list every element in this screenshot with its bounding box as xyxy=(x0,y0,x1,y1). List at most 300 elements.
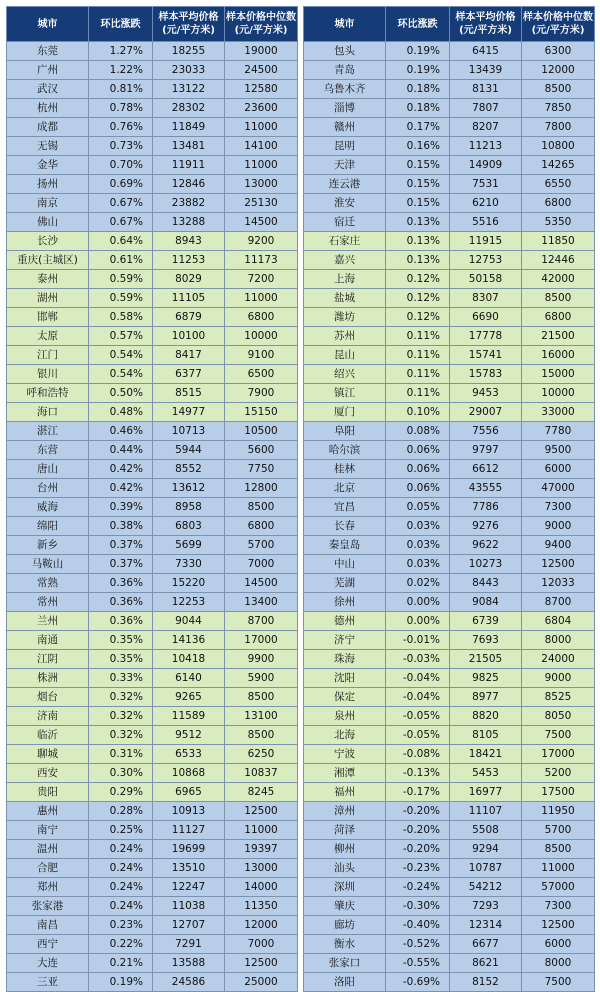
table-cell-average-price: 8977 xyxy=(450,688,522,707)
left-table-body xyxy=(7,42,298,992)
table-row xyxy=(7,821,298,840)
table-cell-city: 佛山 xyxy=(7,213,89,232)
table-cell-city: 石家庄 xyxy=(304,232,386,251)
table-cell-median-price: 11000 xyxy=(225,118,298,137)
header-median-price: 样本价格中位数 (元/平方米) xyxy=(522,7,595,42)
table-cell-average-price: 6210 xyxy=(450,194,522,213)
table-cell-change: -0.05% xyxy=(386,726,450,745)
table-cell-city: 盐城 xyxy=(304,289,386,308)
table-cell-change: -0.20% xyxy=(386,821,450,840)
table-cell-change: 0.12% xyxy=(386,270,450,289)
table-cell-median-price: 13000 xyxy=(225,859,298,878)
table-cell-change: 0.12% xyxy=(386,289,450,308)
table-cell-average-price: 10913 xyxy=(153,802,225,821)
table-cell-average-price: 11105 xyxy=(153,289,225,308)
table-cell-median-price: 14500 xyxy=(225,213,298,232)
table-cell-median-price: 5700 xyxy=(225,536,298,555)
table-cell-median-price: 12000 xyxy=(522,61,595,80)
table-cell-city: 金华 xyxy=(7,156,89,175)
table-cell-change: 0.17% xyxy=(386,118,450,137)
table-cell-change: 0.48% xyxy=(89,403,153,422)
table-cell-average-price: 14977 xyxy=(153,403,225,422)
table-cell-city: 烟台 xyxy=(7,688,89,707)
table-cell-median-price: 13100 xyxy=(225,707,298,726)
table-cell-median-price: 7500 xyxy=(522,726,595,745)
table-cell-city: 南京 xyxy=(7,194,89,213)
table-cell-average-price: 10418 xyxy=(153,650,225,669)
table-cell-median-price: 9100 xyxy=(225,346,298,365)
table-cell-change: 0.13% xyxy=(386,213,450,232)
table-cell-median-price: 11000 xyxy=(225,156,298,175)
table-cell-change: 0.19% xyxy=(386,61,450,80)
table-row xyxy=(304,935,595,954)
table-cell-average-price: 5508 xyxy=(450,821,522,840)
table-cell-change: 0.30% xyxy=(89,764,153,783)
table-cell-average-price: 6612 xyxy=(450,460,522,479)
table-cell-average-price: 14909 xyxy=(450,156,522,175)
table-row xyxy=(304,232,595,251)
table-cell-average-price: 12253 xyxy=(153,593,225,612)
table-cell-city: 福州 xyxy=(304,783,386,802)
table-cell-average-price: 8152 xyxy=(450,973,522,992)
table-cell-change: 0.54% xyxy=(89,365,153,384)
table-cell-median-price: 14000 xyxy=(225,878,298,897)
table-cell-city: 成都 xyxy=(7,118,89,137)
table-row xyxy=(304,688,595,707)
table-cell-city: 威海 xyxy=(7,498,89,517)
table-cell-median-price: 5900 xyxy=(225,669,298,688)
table-cell-change: 0.67% xyxy=(89,213,153,232)
table-cell-city: 株洲 xyxy=(7,669,89,688)
table-cell-city: 厦门 xyxy=(304,403,386,422)
table-cell-change: 0.46% xyxy=(89,422,153,441)
table-cell-median-price: 10000 xyxy=(522,384,595,403)
table-row xyxy=(7,365,298,384)
table-cell-change: 0.70% xyxy=(89,156,153,175)
table-row xyxy=(304,441,595,460)
table-cell-city: 淮安 xyxy=(304,194,386,213)
table-row xyxy=(7,251,298,270)
table-cell-median-price: 15150 xyxy=(225,403,298,422)
table-cell-average-price: 13612 xyxy=(153,479,225,498)
table-row xyxy=(304,536,595,555)
table-row xyxy=(304,384,595,403)
table-cell-change: 0.15% xyxy=(386,175,450,194)
table-cell-average-price: 8621 xyxy=(450,954,522,973)
table-cell-city: 长沙 xyxy=(7,232,89,251)
table-cell-average-price: 12707 xyxy=(153,916,225,935)
table-row xyxy=(7,175,298,194)
table-cell-city: 柳州 xyxy=(304,840,386,859)
table-cell-average-price: 8417 xyxy=(153,346,225,365)
table-cell-median-price: 6500 xyxy=(225,365,298,384)
table-row xyxy=(7,745,298,764)
table-cell-city: 聊城 xyxy=(7,745,89,764)
table-cell-average-price: 11589 xyxy=(153,707,225,726)
table-cell-change: 0.23% xyxy=(89,916,153,935)
table-cell-average-price: 13481 xyxy=(153,137,225,156)
table-row xyxy=(304,916,595,935)
table-cell-average-price: 7291 xyxy=(153,935,225,954)
table-cell-city: 菏泽 xyxy=(304,821,386,840)
table-cell-change: 0.58% xyxy=(89,308,153,327)
table-cell-city: 连云港 xyxy=(304,175,386,194)
table-row xyxy=(7,669,298,688)
table-cell-city: 宁波 xyxy=(304,745,386,764)
table-cell-city: 阜阳 xyxy=(304,422,386,441)
table-cell-change: -0.04% xyxy=(386,669,450,688)
table-cell-city: 唐山 xyxy=(7,460,89,479)
table-row xyxy=(304,707,595,726)
table-cell-median-price: 10837 xyxy=(225,764,298,783)
table-cell-change: 0.57% xyxy=(89,327,153,346)
table-cell-median-price: 11350 xyxy=(225,897,298,916)
table-row xyxy=(7,935,298,954)
table-cell-average-price: 6533 xyxy=(153,745,225,764)
table-cell-city: 银川 xyxy=(7,365,89,384)
table-row xyxy=(304,327,595,346)
table-cell-median-price: 8500 xyxy=(225,688,298,707)
table-cell-city: 北京 xyxy=(304,479,386,498)
table-cell-median-price: 9500 xyxy=(522,441,595,460)
table-cell-city: 马鞍山 xyxy=(7,555,89,574)
table-cell-city: 绍兴 xyxy=(304,365,386,384)
table-cell-median-price: 25130 xyxy=(225,194,298,213)
table-cell-average-price: 8443 xyxy=(450,574,522,593)
table-cell-city: 新乡 xyxy=(7,536,89,555)
table-row xyxy=(304,365,595,384)
table-cell-average-price: 5944 xyxy=(153,441,225,460)
table-cell-change: -0.08% xyxy=(386,745,450,764)
table-cell-city: 德州 xyxy=(304,612,386,631)
table-cell-average-price: 11038 xyxy=(153,897,225,916)
table-cell-average-price: 10868 xyxy=(153,764,225,783)
table-row xyxy=(304,555,595,574)
table-cell-median-price: 8700 xyxy=(522,593,595,612)
table-cell-city: 张家口 xyxy=(304,954,386,973)
table-cell-average-price: 6140 xyxy=(153,669,225,688)
table-cell-median-price: 12580 xyxy=(225,80,298,99)
table-cell-median-price: 7200 xyxy=(225,270,298,289)
table-row xyxy=(7,460,298,479)
table-row xyxy=(304,156,595,175)
table-cell-city: 南宁 xyxy=(7,821,89,840)
table-cell-median-price: 7800 xyxy=(522,118,595,137)
table-cell-change: 0.24% xyxy=(89,840,153,859)
table-cell-median-price: 15000 xyxy=(522,365,595,384)
table-cell-change: 0.37% xyxy=(89,555,153,574)
table-row xyxy=(304,764,595,783)
table-cell-average-price: 6677 xyxy=(450,935,522,954)
table-cell-change: 0.39% xyxy=(89,498,153,517)
table-cell-city: 哈尔滨 xyxy=(304,441,386,460)
table-cell-median-price: 6000 xyxy=(522,935,595,954)
table-cell-change: -0.52% xyxy=(386,935,450,954)
table-cell-change: 0.32% xyxy=(89,726,153,745)
table-cell-median-price: 10800 xyxy=(522,137,595,156)
table-cell-median-price: 12446 xyxy=(522,251,595,270)
table-cell-median-price: 8500 xyxy=(522,289,595,308)
table-cell-city: 保定 xyxy=(304,688,386,707)
table-cell-median-price: 5600 xyxy=(225,441,298,460)
table-cell-median-price: 16000 xyxy=(522,346,595,365)
table-cell-city: 呼和浩特 xyxy=(7,384,89,403)
table-cell-change: 0.13% xyxy=(386,232,450,251)
table-row xyxy=(7,42,298,61)
table-row xyxy=(7,327,298,346)
table-row xyxy=(7,726,298,745)
table-row xyxy=(7,194,298,213)
table-cell-city: 南通 xyxy=(7,631,89,650)
table-cell-average-price: 6879 xyxy=(153,308,225,327)
table-cell-average-price: 12314 xyxy=(450,916,522,935)
table-row xyxy=(304,460,595,479)
table-row xyxy=(304,840,595,859)
table-cell-change: 0.16% xyxy=(386,137,450,156)
table-row xyxy=(7,270,298,289)
table-row xyxy=(304,42,595,61)
table-cell-average-price: 11127 xyxy=(153,821,225,840)
table-cell-city: 衡水 xyxy=(304,935,386,954)
table-cell-change: 0.35% xyxy=(89,631,153,650)
table-cell-change: 0.10% xyxy=(386,403,450,422)
table-cell-median-price: 25000 xyxy=(225,973,298,992)
table-cell-change: 0.36% xyxy=(89,612,153,631)
table-cell-average-price: 23033 xyxy=(153,61,225,80)
table-cell-average-price: 50158 xyxy=(450,270,522,289)
table-cell-city: 太原 xyxy=(7,327,89,346)
table-cell-city: 昆明 xyxy=(304,137,386,156)
table-cell-average-price: 8307 xyxy=(450,289,522,308)
table-row xyxy=(7,574,298,593)
table-cell-city: 芜湖 xyxy=(304,574,386,593)
table-cell-median-price: 12500 xyxy=(225,802,298,821)
table-cell-change: 0.06% xyxy=(386,460,450,479)
table-cell-change: 0.12% xyxy=(386,308,450,327)
table-cell-median-price: 8050 xyxy=(522,707,595,726)
table-cell-median-price: 8500 xyxy=(225,726,298,745)
table-cell-median-price: 12500 xyxy=(225,954,298,973)
table-cell-change: 0.32% xyxy=(89,688,153,707)
table-cell-change: -0.69% xyxy=(386,973,450,992)
table-cell-median-price: 8000 xyxy=(522,631,595,650)
table-cell-change: 0.03% xyxy=(386,555,450,574)
table-row xyxy=(304,270,595,289)
table-cell-city: 东莞 xyxy=(7,42,89,61)
table-row xyxy=(7,897,298,916)
table-cell-change: 0.00% xyxy=(386,593,450,612)
table-cell-city: 湛江 xyxy=(7,422,89,441)
table-cell-city: 东营 xyxy=(7,441,89,460)
table-cell-change: 0.02% xyxy=(386,574,450,593)
table-cell-average-price: 11911 xyxy=(153,156,225,175)
table-cell-average-price: 8820 xyxy=(450,707,522,726)
table-cell-average-price: 8552 xyxy=(153,460,225,479)
table-cell-average-price: 10273 xyxy=(450,555,522,574)
table-cell-change: 0.19% xyxy=(89,973,153,992)
table-cell-average-price: 29007 xyxy=(450,403,522,422)
table-cell-city: 兰州 xyxy=(7,612,89,631)
table-cell-city: 沈阳 xyxy=(304,669,386,688)
table-cell-median-price: 23600 xyxy=(225,99,298,118)
table-cell-median-price: 11850 xyxy=(522,232,595,251)
table-row xyxy=(7,764,298,783)
table-cell-average-price: 18421 xyxy=(450,745,522,764)
table-row xyxy=(7,156,298,175)
table-row xyxy=(7,650,298,669)
table-cell-city: 北海 xyxy=(304,726,386,745)
table-row xyxy=(304,308,595,327)
table-cell-median-price: 8500 xyxy=(522,80,595,99)
table-cell-median-price: 13400 xyxy=(225,593,298,612)
table-cell-median-price: 6000 xyxy=(522,460,595,479)
table-cell-city: 徐州 xyxy=(304,593,386,612)
table-cell-median-price: 57000 xyxy=(522,878,595,897)
header-average-price: 样本平均价格 (元/平方米) xyxy=(450,7,522,42)
table-cell-change: 0.44% xyxy=(89,441,153,460)
table-row xyxy=(7,61,298,80)
table-row xyxy=(7,80,298,99)
table-row xyxy=(7,384,298,403)
table-cell-median-price: 10000 xyxy=(225,327,298,346)
table-cell-change: 0.81% xyxy=(89,80,153,99)
table-cell-median-price: 14265 xyxy=(522,156,595,175)
table-cell-average-price: 18255 xyxy=(153,42,225,61)
table-cell-change: 0.18% xyxy=(386,80,450,99)
table-cell-median-price: 9000 xyxy=(522,517,595,536)
table-cell-change: 0.36% xyxy=(89,574,153,593)
table-cell-change: 0.50% xyxy=(89,384,153,403)
table-cell-change: 0.67% xyxy=(89,194,153,213)
table-cell-median-price: 9900 xyxy=(225,650,298,669)
table-cell-median-price: 12500 xyxy=(522,916,595,935)
table-row xyxy=(7,612,298,631)
table-cell-change: 0.35% xyxy=(89,650,153,669)
table-cell-city: 武汉 xyxy=(7,80,89,99)
table-cell-median-price: 19000 xyxy=(225,42,298,61)
table-cell-change: 1.22% xyxy=(89,61,153,80)
table-cell-change: 0.31% xyxy=(89,745,153,764)
table-cell-change: -0.20% xyxy=(386,802,450,821)
table-cell-median-price: 6550 xyxy=(522,175,595,194)
table-cell-median-price: 7850 xyxy=(522,99,595,118)
table-cell-average-price: 11107 xyxy=(450,802,522,821)
table-cell-city: 镇江 xyxy=(304,384,386,403)
table-cell-city: 台州 xyxy=(7,479,89,498)
table-cell-change: 0.24% xyxy=(89,878,153,897)
header-city: 城市 xyxy=(304,7,386,42)
table-cell-change: 0.15% xyxy=(386,194,450,213)
table-header-row xyxy=(7,7,298,42)
table-row xyxy=(7,517,298,536)
table-cell-median-price: 7750 xyxy=(225,460,298,479)
table-cell-average-price: 15741 xyxy=(450,346,522,365)
table-cell-city: 乌鲁木齐 xyxy=(304,80,386,99)
table-row xyxy=(304,403,595,422)
table-row xyxy=(304,612,595,631)
table-cell-change: -0.17% xyxy=(386,783,450,802)
table-row xyxy=(304,498,595,517)
table-cell-average-price: 13122 xyxy=(153,80,225,99)
table-cell-average-price: 8943 xyxy=(153,232,225,251)
table-cell-change: 0.06% xyxy=(386,441,450,460)
table-cell-change: 0.64% xyxy=(89,232,153,251)
table-cell-average-price: 28302 xyxy=(153,99,225,118)
table-cell-average-price: 7293 xyxy=(450,897,522,916)
table-cell-average-price: 6965 xyxy=(153,783,225,802)
table-cell-change: 0.11% xyxy=(386,346,450,365)
table-cell-change: 0.25% xyxy=(89,821,153,840)
table-cell-median-price: 17000 xyxy=(225,631,298,650)
table-cell-city: 扬州 xyxy=(7,175,89,194)
table-cell-city: 江门 xyxy=(7,346,89,365)
table-row xyxy=(7,840,298,859)
table-cell-change: 0.03% xyxy=(386,517,450,536)
table-cell-average-price: 9276 xyxy=(450,517,522,536)
table-cell-city: 淄博 xyxy=(304,99,386,118)
table-cell-median-price: 8245 xyxy=(225,783,298,802)
table-cell-median-price: 17500 xyxy=(522,783,595,802)
table-cell-change: 0.73% xyxy=(89,137,153,156)
table-cell-average-price: 14136 xyxy=(153,631,225,650)
table-row xyxy=(304,175,595,194)
table-cell-city: 济宁 xyxy=(304,631,386,650)
table-cell-change: 0.13% xyxy=(386,251,450,270)
table-row xyxy=(304,99,595,118)
table-cell-median-price: 5700 xyxy=(522,821,595,840)
table-cell-change: 0.76% xyxy=(89,118,153,137)
table-row xyxy=(7,802,298,821)
table-cell-average-price: 11849 xyxy=(153,118,225,137)
table-cell-change: -0.55% xyxy=(386,954,450,973)
table-cell-median-price: 6300 xyxy=(522,42,595,61)
table-cell-median-price: 10500 xyxy=(225,422,298,441)
table-row xyxy=(7,232,298,251)
table-cell-city: 泰州 xyxy=(7,270,89,289)
table-row xyxy=(304,859,595,878)
table-cell-average-price: 12247 xyxy=(153,878,225,897)
table-row xyxy=(7,346,298,365)
table-cell-change: -0.05% xyxy=(386,707,450,726)
table-cell-change: -0.24% xyxy=(386,878,450,897)
table-cell-average-price: 6690 xyxy=(450,308,522,327)
table-cell-change: -0.40% xyxy=(386,916,450,935)
table-cell-average-price: 9044 xyxy=(153,612,225,631)
table-cell-city: 秦皇岛 xyxy=(304,536,386,555)
table-cell-average-price: 9512 xyxy=(153,726,225,745)
table-cell-city: 海口 xyxy=(7,403,89,422)
table-cell-city: 三亚 xyxy=(7,973,89,992)
table-cell-median-price: 8500 xyxy=(225,498,298,517)
table-cell-median-price: 6250 xyxy=(225,745,298,764)
table-cell-city: 郑州 xyxy=(7,878,89,897)
table-row xyxy=(304,289,595,308)
table-row xyxy=(304,631,595,650)
table-row xyxy=(304,517,595,536)
table-row xyxy=(304,821,595,840)
table-cell-change: 0.11% xyxy=(386,365,450,384)
table-row xyxy=(304,213,595,232)
table-cell-average-price: 24586 xyxy=(153,973,225,992)
table-cell-median-price: 7780 xyxy=(522,422,595,441)
table-cell-median-price: 7300 xyxy=(522,498,595,517)
table-row xyxy=(304,745,595,764)
table-cell-median-price: 7300 xyxy=(522,897,595,916)
table-cell-change: 0.05% xyxy=(386,498,450,517)
table-cell-median-price: 9200 xyxy=(225,232,298,251)
table-row xyxy=(304,574,595,593)
table-cell-median-price: 11173 xyxy=(225,251,298,270)
